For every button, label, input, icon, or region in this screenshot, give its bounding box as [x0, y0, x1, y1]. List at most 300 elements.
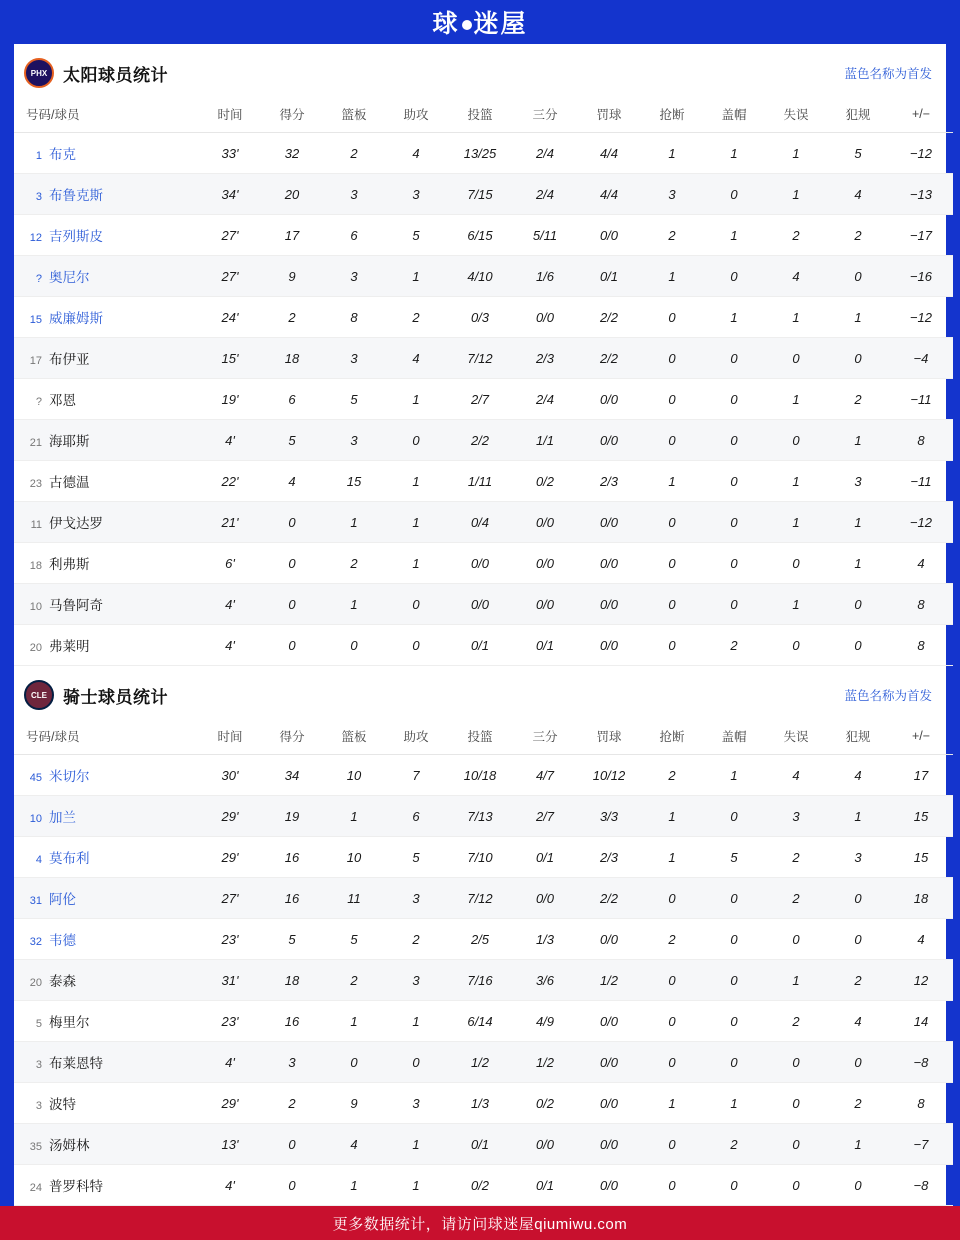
stat-pm: −7: [889, 1124, 953, 1165]
starter-legend: 蓝色名称为首发: [844, 67, 932, 82]
player-name: 奥尼尔: [49, 270, 90, 286]
stat-pm: 17: [889, 755, 953, 796]
stat-fg: 0/3: [447, 297, 513, 338]
stat-pf: 0: [827, 584, 889, 625]
player-name: 波特: [49, 1097, 76, 1113]
stat-pm: 8: [889, 420, 953, 461]
stat-ft: 0/0: [577, 420, 641, 461]
stat-reb: 5: [323, 919, 385, 960]
player-name: 汤姆林: [49, 1138, 90, 1154]
jersey-number: 21: [29, 437, 42, 450]
table-header-row: [14, 98, 953, 133]
stat-blk: 0: [703, 379, 765, 420]
stat-tp: 0/1: [513, 1165, 577, 1206]
stat-blk: 1: [703, 215, 765, 256]
stat-to: 1: [765, 133, 827, 174]
stat-reb: 1: [323, 796, 385, 837]
stat-pf: 5: [827, 133, 889, 174]
player-cell: [14, 796, 199, 837]
stat-to: 0: [765, 338, 827, 379]
stat-tp: 3/6: [513, 960, 577, 1001]
team-title: 太阳球员统计: [63, 65, 168, 85]
player-name: 马鲁阿奇: [49, 598, 103, 614]
stat-min: 4': [199, 1042, 261, 1083]
column-header: 抢断: [641, 98, 703, 133]
column-header: 盖帽: [703, 720, 765, 755]
page-header: [0, 0, 960, 44]
stat-ft: 0/0: [577, 625, 641, 666]
player-cell: [14, 215, 199, 256]
stat-pf: 0: [827, 1042, 889, 1083]
stat-to: 1: [765, 960, 827, 1001]
stat-pm: 4: [889, 919, 953, 960]
stat-pm: −16: [889, 256, 953, 297]
boxscore-content: [14, 44, 946, 1206]
stat-pm: 18: [889, 878, 953, 919]
stat-stl: 2: [641, 919, 703, 960]
stat-stl: 3: [641, 174, 703, 215]
player-cell: [14, 297, 199, 338]
stat-tp: 1/2: [513, 1042, 577, 1083]
stat-ft: 0/0: [577, 1042, 641, 1083]
player-stats-table: [14, 98, 953, 666]
stat-pts: 0: [261, 543, 323, 584]
player-name: 布伊亚: [49, 352, 90, 368]
stat-ft: 0/0: [577, 1001, 641, 1042]
stat-reb: 3: [323, 338, 385, 379]
stat-reb: 3: [323, 256, 385, 297]
stat-tp: 1/1: [513, 420, 577, 461]
stat-fg: 7/12: [447, 878, 513, 919]
stat-ast: 5: [385, 215, 447, 256]
stat-blk: 0: [703, 584, 765, 625]
stat-tp: 0/0: [513, 543, 577, 584]
stat-tp: 2/4: [513, 174, 577, 215]
table-row[interactable]: [14, 338, 953, 379]
player-cell: [14, 960, 199, 1001]
stat-fg: 7/13: [447, 796, 513, 837]
stat-blk: 5: [703, 837, 765, 878]
stat-blk: 0: [703, 174, 765, 215]
stat-reb: 1: [323, 502, 385, 543]
stat-to: 0: [765, 1165, 827, 1206]
stat-pf: 1: [827, 1124, 889, 1165]
table-row[interactable]: [14, 1124, 953, 1165]
team-block: [14, 666, 946, 1206]
table-row[interactable]: [14, 543, 953, 584]
stat-min: 15': [199, 338, 261, 379]
stat-fg: 1/11: [447, 461, 513, 502]
stat-min: 4': [199, 1165, 261, 1206]
stat-pts: 4: [261, 461, 323, 502]
stat-tp: 1/3: [513, 919, 577, 960]
stat-ast: 0: [385, 625, 447, 666]
teams-container: [14, 44, 946, 1206]
column-header: 盖帽: [703, 98, 765, 133]
column-header: 犯规: [827, 720, 889, 755]
table-row[interactable]: [14, 584, 953, 625]
stat-blk: 0: [703, 796, 765, 837]
stat-blk: 0: [703, 878, 765, 919]
column-header: +/−: [889, 720, 953, 755]
stat-stl: 1: [641, 796, 703, 837]
stat-pts: 6: [261, 379, 323, 420]
stat-blk: 0: [703, 919, 765, 960]
table-row[interactable]: [14, 174, 953, 215]
stat-fg: 1/2: [447, 1042, 513, 1083]
stat-stl: 1: [641, 256, 703, 297]
stat-tp: 0/0: [513, 297, 577, 338]
stat-stl: 0: [641, 1042, 703, 1083]
stat-pts: 0: [261, 1124, 323, 1165]
stat-min: 6': [199, 543, 261, 584]
table-row[interactable]: [14, 133, 953, 174]
player-cell: [14, 1165, 199, 1206]
stat-pm: 8: [889, 584, 953, 625]
jersey-number: 3: [35, 1059, 42, 1072]
stat-ast: 1: [385, 1001, 447, 1042]
stat-min: 30': [199, 755, 261, 796]
player-cell: [14, 133, 199, 174]
stat-ast: 1: [385, 379, 447, 420]
stat-pf: 2: [827, 215, 889, 256]
stat-tp: 0/0: [513, 878, 577, 919]
jersey-number: 31: [29, 895, 42, 908]
stat-fg: 7/10: [447, 837, 513, 878]
stat-min: 33': [199, 133, 261, 174]
stat-blk: 0: [703, 502, 765, 543]
stat-pm: −4: [889, 338, 953, 379]
stat-fg: 7/15: [447, 174, 513, 215]
stat-tp: 5/11: [513, 215, 577, 256]
table-row[interactable]: [14, 837, 953, 878]
stat-pf: 0: [827, 256, 889, 297]
column-header: 三分: [513, 98, 577, 133]
stat-pm: −8: [889, 1042, 953, 1083]
player-cell: [14, 379, 199, 420]
stat-pm: −13: [889, 174, 953, 215]
column-header: 三分: [513, 720, 577, 755]
stat-tp: 0/2: [513, 1083, 577, 1124]
player-cell: [14, 543, 199, 584]
stat-ft: 0/1: [577, 256, 641, 297]
stat-blk: 1: [703, 133, 765, 174]
stat-to: 1: [765, 502, 827, 543]
suns-logo-icon: PHX: [24, 58, 54, 88]
stat-reb: 0: [323, 1042, 385, 1083]
stat-stl: 0: [641, 960, 703, 1001]
player-name: 米切尔: [49, 769, 90, 785]
stat-ast: 2: [385, 919, 447, 960]
stat-min: 29': [199, 796, 261, 837]
stat-min: 4': [199, 584, 261, 625]
jersey-number: 17: [29, 355, 42, 368]
player-name: 利弗斯: [49, 557, 90, 573]
footer-text: 更多数据统计，请访问球迷屋qiumiwu.com: [332, 1215, 628, 1233]
stat-pm: 12: [889, 960, 953, 1001]
table-row[interactable]: [14, 420, 953, 461]
column-header: 助攻: [385, 98, 447, 133]
brand-text-right: 迷屋: [473, 10, 528, 39]
stat-min: 24': [199, 297, 261, 338]
stat-fg: 13/25: [447, 133, 513, 174]
stat-pm: −12: [889, 502, 953, 543]
stat-stl: 1: [641, 1083, 703, 1124]
stat-min: 29': [199, 1083, 261, 1124]
stat-ft: 0/0: [577, 919, 641, 960]
jersey-number: ?: [35, 273, 42, 286]
stat-pm: 4: [889, 543, 953, 584]
stat-to: 2: [765, 1001, 827, 1042]
stat-tp: 0/0: [513, 502, 577, 543]
table-row[interactable]: [14, 297, 953, 338]
player-name: 威廉姆斯: [49, 311, 103, 327]
stat-stl: 0: [641, 1001, 703, 1042]
stat-pts: 18: [261, 960, 323, 1001]
jersey-number: 35: [29, 1141, 42, 1154]
stat-stl: 0: [641, 297, 703, 338]
stat-fg: 7/12: [447, 338, 513, 379]
stat-ast: 1: [385, 1165, 447, 1206]
stat-to: 1: [765, 461, 827, 502]
stat-fg: 2/5: [447, 919, 513, 960]
stat-reb: 2: [323, 960, 385, 1001]
column-header: 篮板: [323, 98, 385, 133]
player-name: 邓恩: [49, 393, 76, 409]
stat-reb: 4: [323, 1124, 385, 1165]
table-row[interactable]: [14, 755, 953, 796]
stat-blk: 0: [703, 1042, 765, 1083]
column-header: +/−: [889, 98, 953, 133]
stat-pts: 20: [261, 174, 323, 215]
jersey-number: ?: [35, 396, 42, 409]
table-row[interactable]: [14, 379, 953, 420]
jersey-number: 24: [29, 1182, 42, 1195]
stat-stl: 0: [641, 878, 703, 919]
stat-pts: 0: [261, 584, 323, 625]
jersey-number: 45: [29, 772, 42, 785]
page-footer: [0, 1206, 960, 1240]
player-name: 伊戈达罗: [49, 516, 103, 532]
stat-pm: 15: [889, 837, 953, 878]
stat-stl: 1: [641, 461, 703, 502]
stat-pts: 16: [261, 837, 323, 878]
stat-min: 29': [199, 837, 261, 878]
player-cell: [14, 755, 199, 796]
table-row[interactable]: [14, 625, 953, 666]
stat-pm: 8: [889, 625, 953, 666]
stat-pf: 2: [827, 1083, 889, 1124]
stat-blk: 1: [703, 755, 765, 796]
stat-fg: 2/7: [447, 379, 513, 420]
stat-pts: 0: [261, 1165, 323, 1206]
stat-tp: 2/7: [513, 796, 577, 837]
stat-ft: 0/0: [577, 1165, 641, 1206]
column-header: 投篮: [447, 720, 513, 755]
stat-tp: 2/4: [513, 379, 577, 420]
table-row[interactable]: [14, 796, 953, 837]
stat-blk: 0: [703, 420, 765, 461]
player-cell: [14, 338, 199, 379]
stat-pm: −17: [889, 215, 953, 256]
stat-blk: 0: [703, 461, 765, 502]
stat-to: 0: [765, 1124, 827, 1165]
column-header: 号码/球员: [14, 98, 199, 133]
column-header: 得分: [261, 720, 323, 755]
table-row[interactable]: [14, 215, 953, 256]
stat-min: 27': [199, 878, 261, 919]
stat-to: 0: [765, 543, 827, 584]
stat-reb: 10: [323, 755, 385, 796]
jersey-number: 3: [35, 1100, 42, 1113]
stat-ast: 2: [385, 297, 447, 338]
stat-ft: 4/4: [577, 174, 641, 215]
stat-fg: 4/10: [447, 256, 513, 297]
stat-blk: 0: [703, 1165, 765, 1206]
player-cell: [14, 1042, 199, 1083]
stat-to: 4: [765, 256, 827, 297]
stat-pts: 16: [261, 1001, 323, 1042]
team-title: 骑士球员统计: [63, 687, 168, 707]
stat-pm: −11: [889, 379, 953, 420]
table-row[interactable]: [14, 960, 953, 1001]
stat-blk: 1: [703, 297, 765, 338]
stat-reb: 8: [323, 297, 385, 338]
stat-ft: 0/0: [577, 379, 641, 420]
stat-reb: 3: [323, 174, 385, 215]
stat-min: 23': [199, 919, 261, 960]
table-row[interactable]: [14, 256, 953, 297]
jersey-number: 3: [35, 191, 42, 204]
stat-pts: 2: [261, 1083, 323, 1124]
stat-to: 1: [765, 379, 827, 420]
player-cell: [14, 625, 199, 666]
jersey-number: 12: [29, 232, 42, 245]
table-row[interactable]: [14, 461, 953, 502]
jersey-number: 10: [29, 813, 42, 826]
stat-stl: 0: [641, 420, 703, 461]
stat-ft: 0/0: [577, 215, 641, 256]
stat-pf: 0: [827, 878, 889, 919]
stat-to: 1: [765, 584, 827, 625]
stat-blk: 1: [703, 1083, 765, 1124]
stat-reb: 1: [323, 584, 385, 625]
stat-pm: −11: [889, 461, 953, 502]
stat-pts: 17: [261, 215, 323, 256]
stat-ft: 2/3: [577, 461, 641, 502]
stat-fg: 1/3: [447, 1083, 513, 1124]
stat-pf: 2: [827, 960, 889, 1001]
player-name: 吉列斯皮: [49, 229, 103, 245]
stat-min: 21': [199, 502, 261, 543]
jersey-number: 10: [29, 601, 42, 614]
player-name: 泰森: [49, 974, 76, 990]
table-header-row: [14, 720, 953, 755]
column-header: 篮板: [323, 720, 385, 755]
table-row[interactable]: [14, 1083, 953, 1124]
stat-ast: 5: [385, 837, 447, 878]
stat-min: 22': [199, 461, 261, 502]
table-row[interactable]: [14, 1001, 953, 1042]
jersey-number: 20: [29, 642, 42, 655]
player-cell: [14, 174, 199, 215]
column-header: 得分: [261, 98, 323, 133]
stat-min: 27': [199, 256, 261, 297]
stat-ft: 2/3: [577, 837, 641, 878]
stat-stl: 0: [641, 625, 703, 666]
stat-to: 1: [765, 297, 827, 338]
stat-min: 13': [199, 1124, 261, 1165]
stat-to: 0: [765, 1042, 827, 1083]
stat-ast: 3: [385, 174, 447, 215]
stat-stl: 0: [641, 584, 703, 625]
jersey-number: 5: [35, 1018, 42, 1031]
stat-pf: 0: [827, 338, 889, 379]
table-row[interactable]: [14, 1042, 953, 1083]
stat-pf: 3: [827, 837, 889, 878]
stat-reb: 10: [323, 837, 385, 878]
stat-tp: 0/1: [513, 625, 577, 666]
stat-pts: 9: [261, 256, 323, 297]
table-row[interactable]: [14, 878, 953, 919]
stat-ast: 0: [385, 1042, 447, 1083]
stat-to: 2: [765, 837, 827, 878]
player-cell: [14, 502, 199, 543]
stat-to: 4: [765, 755, 827, 796]
stat-fg: 0/2: [447, 1165, 513, 1206]
stat-reb: 1: [323, 1165, 385, 1206]
stat-pts: 0: [261, 625, 323, 666]
stat-stl: 1: [641, 837, 703, 878]
stat-pm: −12: [889, 297, 953, 338]
stat-pf: 1: [827, 420, 889, 461]
stat-reb: 6: [323, 215, 385, 256]
stat-ft: 2/2: [577, 297, 641, 338]
column-header: 号码/球员: [14, 720, 199, 755]
player-name: 布莱恩特: [49, 1056, 103, 1072]
table-row[interactable]: [14, 502, 953, 543]
column-header: 犯规: [827, 98, 889, 133]
jersey-number: 20: [29, 977, 42, 990]
starter-legend: 蓝色名称为首发: [844, 689, 932, 704]
stat-pf: 0: [827, 919, 889, 960]
jersey-number: 18: [29, 560, 42, 573]
stat-ft: 0/0: [577, 543, 641, 584]
stat-reb: 2: [323, 133, 385, 174]
cavs-logo-icon: CLE: [24, 680, 54, 710]
table-row[interactable]: [14, 1165, 953, 1206]
team-header: [14, 666, 946, 720]
stat-fg: 2/2: [447, 420, 513, 461]
stat-stl: 0: [641, 338, 703, 379]
column-header: 失误: [765, 98, 827, 133]
jersey-number: 32: [29, 936, 42, 949]
stat-min: 19': [199, 379, 261, 420]
stat-pts: 19: [261, 796, 323, 837]
player-name: 古德温: [49, 475, 90, 491]
table-row[interactable]: [14, 919, 953, 960]
player-name: 弗莱明: [49, 639, 90, 655]
player-cell: [14, 256, 199, 297]
stat-blk: 0: [703, 256, 765, 297]
stat-pts: 18: [261, 338, 323, 379]
stat-tp: 4/7: [513, 755, 577, 796]
stat-fg: 0/0: [447, 543, 513, 584]
player-name: 韦德: [49, 933, 76, 949]
stat-pf: 1: [827, 543, 889, 584]
stat-tp: 2/4: [513, 133, 577, 174]
stat-to: 2: [765, 215, 827, 256]
